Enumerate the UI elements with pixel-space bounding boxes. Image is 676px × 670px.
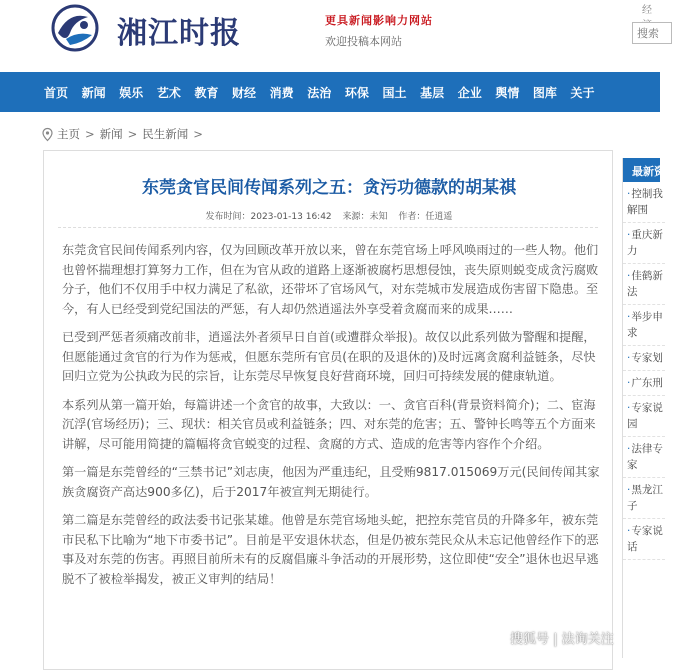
site-logo-text[interactable]: 湘江时报	[117, 16, 241, 51]
article-paragraph: 第二篇是东莞曾经的政法委书记张某雄。他曾是东莞官场地头蛇，把控东莞官员的升降多年，被东莞市民私下比喻为“地下市委书记”。目前是平安退休状态，但是仍被东莞民众从未忘记他曾经作下的恶事及对东莞的伤害。再照目前所未有的反腐倡廉斗争活动的开展形势，这位即使“安全”退休也迟早逃脱不了被检举揭发，被正义审判的结局！	[62, 513, 599, 586]
sidebar-news-item[interactable]: ·专家说话	[623, 519, 665, 560]
sidebar-news-item[interactable]: ·专家说园	[623, 396, 665, 437]
nav-item-land[interactable]: 国土	[382, 85, 407, 100]
header-slogan: 更具新闻影响力网站	[325, 14, 433, 27]
breadcrumb-separator: >	[85, 127, 95, 141]
breadcrumb-local-news[interactable]: 民生新闻	[142, 127, 189, 141]
bullet-icon: ·	[627, 377, 631, 389]
nav-item-environment[interactable]: 环保	[344, 85, 369, 100]
sidebar-news-item[interactable]: ·控制我解围	[623, 182, 665, 223]
sidebar-news-item[interactable]: ·专家划	[623, 346, 665, 371]
nav-item-law[interactable]: 法治	[307, 85, 332, 100]
nav-item-education[interactable]: 教育	[194, 85, 219, 100]
sidebar-news-item[interactable]: ·广东刑	[623, 371, 665, 396]
article-paragraph: 已受到严惩者须痛改前非，逍遥法外者须早日自首(或遭群众举报)。故仅以此系列做为警醒和提醒，但愿能通过贪官的行为作为惩戒，但愿东莞所有官员(在职的及退休的)及时远离贪腐利益链条，尽快回归立党为公执政为民的宗旨，让东莞尽早恢复良好营商环境，回归可持续发展的健康轨道。	[62, 330, 596, 383]
sidebar-news-item[interactable]: ·佳鹤新法	[623, 264, 665, 305]
publish-time: 发布时间：2023-01-13 16:42	[205, 212, 332, 222]
nav-item-about[interactable]: 关于	[570, 85, 595, 100]
article-paragraph: 本系列从第一篇开始，每篇讲述一个贪官的故事，大致以：一、贪官百科(背景资料简介)；二、宦海沉浮(官场经历)；三、现状：相关官员或利益链条；四、对东莞的危害；五、警钟长鸣等五个方面来讲解，尽可能用简捷的篇幅将贪官蜕变的过程、贪腐的方式、造成的危害等内容作个介绍。	[62, 397, 596, 451]
bullet-icon: ·	[627, 311, 631, 323]
article-body	[62, 241, 604, 598]
sidebar-news-item[interactable]: ·举步申求	[623, 305, 665, 346]
nav-item-home[interactable]: 首页	[44, 85, 69, 100]
nav-item-enterprise[interactable]: 企业	[457, 85, 482, 100]
sidebar-news-item[interactable]: ·黑龙江子	[623, 478, 665, 519]
nav-item-gallery[interactable]: 图库	[532, 85, 557, 100]
sidebar-list	[623, 182, 663, 560]
nav-item-news[interactable]: 新闻	[81, 85, 106, 100]
sohu-watermark: 搜狐号 | 法询关注	[510, 632, 614, 647]
breadcrumb-home[interactable]: 主页	[57, 127, 80, 141]
bullet-icon: ·	[627, 352, 631, 364]
nav-item-entertainment[interactable]: 娱乐	[119, 85, 144, 100]
submit-link[interactable]: 欢迎投稿本网站	[325, 35, 402, 48]
breadcrumb-separator: >	[127, 127, 138, 141]
article-author: 作者：任逍遥	[398, 212, 453, 222]
bullet-icon: ·	[627, 188, 631, 200]
article-title: 东莞贪官民间传闻系列之五：贪污功德款的胡某祺	[142, 178, 516, 198]
nav-item-grassroots[interactable]: 基层	[420, 85, 445, 100]
breadcrumb	[42, 126, 208, 142]
bullet-icon: ·	[627, 402, 631, 414]
top-right-label[interactable]: 经	[642, 5, 652, 16]
bullet-icon: ·	[627, 270, 631, 282]
meta-divider	[58, 227, 598, 228]
sidebar-latest-news	[622, 158, 676, 658]
bullet-icon: ·	[627, 525, 631, 537]
sidebar-news-item[interactable]: ·法律专家	[623, 437, 665, 478]
logo-icon[interactable]	[44, 3, 106, 53]
nav-item-finance[interactable]: 财经	[232, 85, 257, 100]
sidebar-news-item[interactable]: ·重庆新力	[623, 223, 665, 264]
bullet-icon: ·	[627, 229, 631, 241]
breadcrumb-news[interactable]: 新闻	[99, 127, 123, 141]
article-paragraph: 第一篇是东莞曾经的“三禁书记”刘志庚，他因为严重违纪，且受贿9817.015069万元(民间传闻其家族贪腐资产高达900多亿)，后于2017年被宣判无期徒行。	[62, 465, 600, 499]
nav-item-consumer[interactable]: 消费	[269, 85, 294, 100]
article-paragraph: 东莞贪官民间传闻系列内容，仅为回顾改革开放以来，曾在东莞官场上呼风唤雨过的一些人物。他们也曾怀揣理想打算努力工作，但在为官从政的道路上逐渐被腐朽思想侵蚀，丧失原则蜕变成贪污腐败分子，他们不仅用手中权力满足了私欲，还带坏了官场风气，对东莞城市发展造成伤害留下隐患。至今，有人已经受到党纪国法的严惩，有人却仍然逍遥法外享受着贪腐而来的成果……	[62, 243, 599, 316]
breadcrumb-separator: >	[193, 127, 203, 141]
article-meta	[44, 209, 614, 222]
main-nav	[0, 72, 660, 112]
bullet-icon: ·	[627, 443, 631, 455]
article-container	[43, 150, 613, 670]
search-input[interactable]	[632, 22, 672, 44]
site-header	[0, 0, 660, 72]
sidebar-title: 最新资讯	[623, 158, 660, 182]
bullet-icon: ·	[627, 484, 631, 496]
nav-item-art[interactable]: 艺术	[156, 85, 181, 100]
location-pin-icon	[42, 128, 53, 141]
nav-item-public-opinion[interactable]: 舆情	[495, 85, 520, 100]
article-source: 来源：未知	[342, 212, 388, 222]
